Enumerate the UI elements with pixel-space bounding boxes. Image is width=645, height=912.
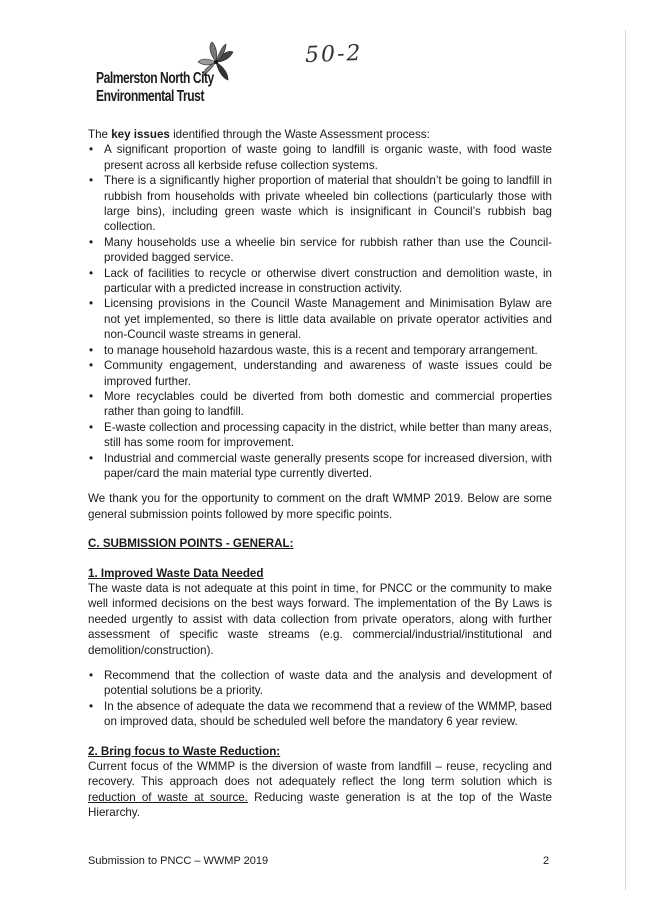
thanks-paragraph: We thank you for the opportunity to comment on the draft WMMP 2019. Below are some general submission points followed by more specific points. (88, 492, 552, 521)
point-2-text-start: Current focus of the WMMP is the diversion of waste from landfill – reuse, recycling and recovery. This approach does not adequately reflect the long term solution which is (88, 760, 552, 789)
key-issues-intro (88, 127, 552, 142)
intro-text-end: identified through the Waste Assessment process: (169, 128, 430, 141)
point-2-heading: 2. Bring focus to Waste Reduction: (88, 744, 281, 758)
logo-line-2: Environmental Trust (96, 88, 205, 105)
key-issue-item: • E-waste collection and processing capacity in the district, while better than many areas, still has some room for improvement. (88, 420, 552, 451)
point-2-body (88, 759, 552, 821)
logo-line-1: Palmerston North City (96, 70, 214, 87)
document-body (88, 127, 552, 821)
key-issue-item: • More recyclables could be diverted from both domestic and commercial properties rather than going to landfill. (88, 389, 552, 420)
trust-logo (96, 40, 246, 112)
handwritten-reference: 50-2 (304, 41, 363, 68)
point-1-recommendations (88, 668, 552, 730)
key-issues-list (88, 142, 552, 481)
scan-edge-line (625, 30, 626, 890)
intro-bold-key-issues: key issues (111, 128, 170, 141)
key-issue-item: • Lack of facilities to recycle or otherwise divert construction and demolition waste, in particular with a predicted increase in construction activity. (88, 266, 552, 297)
key-issue-item: • A significant proportion of waste going to landfill is organic waste, with food waste present across all kerbside refuse collection systems. (88, 142, 552, 173)
point-2-text-end: Reducing waste generation is at the top of the Waste Hierarchy. (88, 790, 552, 820)
key-issue-item: • Many households use a wheelie bin service for rubbish rather than use the Council-provided bagged service. (88, 235, 552, 266)
point-1-body-end: demolition/construction). (88, 643, 214, 657)
key-issue-item: • There is a significantly higher proportion of material that shouldn’t be going to landfill in rubbish from households with private wheeled bin collections (particularly those with large bins), including green waste which is insignificant in Council’s rubbish bag collection. (88, 173, 552, 235)
point-1-body: The waste data is not adequate at this point in time, for PNCC or the community to make well informed decisions on the best ways forward. The implementation of the By Laws is needed urgently to assist with data collection from private operators, along with further assessment of specific waste streams (e.g. commercial/industrial/institutional and (88, 581, 552, 642)
key-issue-item: • to manage household hazardous waste, this is a recent and temporary arrangement. (88, 343, 552, 358)
section-c-heading: C. SUBMISSION POINTS - GENERAL: (88, 537, 294, 551)
key-issue-item: • Community engagement, understanding and awareness of waste issues could be improved further. (88, 358, 552, 389)
recommendation-item: • In the absence of adequate the data we recommend that a review of the WMMP, based on improved data, should be scheduled well before the mandatory 6 year review. (88, 699, 552, 730)
key-issue-item: • Industrial and commercial waste generally presents scope for increased diversion, with paper/card the main material type currently diverted. (88, 451, 552, 482)
point-2-underlined-text: reduction of waste at source. (88, 790, 248, 804)
footer-document-title: Submission to PNCC – WWMP 2019 (88, 855, 269, 867)
point-1-heading: 1. Improved Waste Data Needed (88, 566, 264, 580)
recommendation-item: • Recommend that the collection of waste data and the analysis and development of potential solutions be a priority. (88, 668, 552, 699)
key-issue-item: • Licensing provisions in the Council Waste Management and Minimisation Bylaw are not yet implemented, so there is little data available on private operator activities and non-Council waste streams in general. (88, 296, 552, 342)
footer-page-number: 2 (543, 855, 550, 867)
intro-text-start: The (88, 128, 112, 141)
